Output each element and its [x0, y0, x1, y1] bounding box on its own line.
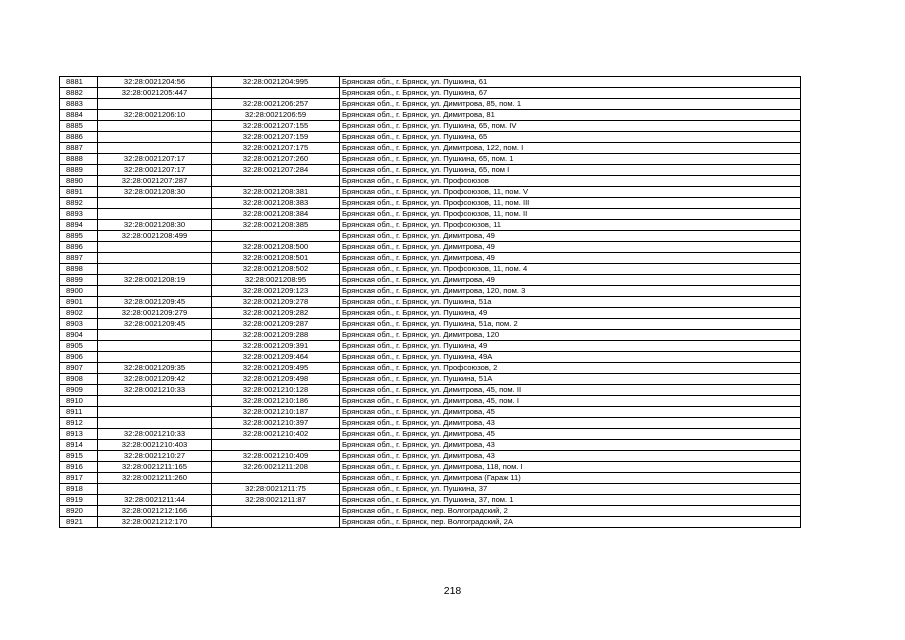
table-row [60, 352, 801, 363]
registry-table [59, 76, 801, 528]
table-row [60, 231, 801, 242]
row-number: 8904 [60, 330, 98, 341]
table-row [60, 462, 801, 473]
cadastral-number-land: 32:28:0021210:27 [98, 451, 212, 462]
table-row [60, 319, 801, 330]
table-row [60, 506, 801, 517]
cadastral-number-object: 32:28:0021208:381 [212, 187, 340, 198]
row-number: 8894 [60, 220, 98, 231]
row-number: 8921 [60, 517, 98, 528]
table-row [60, 121, 801, 132]
cadastral-number-land [98, 418, 212, 429]
table-row [60, 176, 801, 187]
address: Брянская обл., г. Брянск, ул. Пушкина, 65 [340, 132, 801, 143]
table-row [60, 396, 801, 407]
cadastral-number-object: 32:28:0021208:95 [212, 275, 340, 286]
address: Брянская обл., г. Брянск, ул. Димитрова, 43 [340, 418, 801, 429]
row-number: 8911 [60, 407, 98, 418]
cadastral-number-object: 32:28:0021204:995 [212, 77, 340, 88]
cadastral-number-land: 32:28:0021208:19 [98, 275, 212, 286]
row-number: 8893 [60, 209, 98, 220]
cadastral-number-object: 32:28:0021210:128 [212, 385, 340, 396]
address: Брянская обл., г. Брянск, пер. Волгоградский, 2А [340, 517, 801, 528]
cadastral-number-land [98, 143, 212, 154]
cadastral-number-object: 32:28:0021208:383 [212, 198, 340, 209]
cadastral-number-land [98, 121, 212, 132]
address: Брянская обл., г. Брянск, ул. Профсоюзов, 11, пом. II [340, 209, 801, 220]
cadastral-number-land: 32:28:0021210:33 [98, 385, 212, 396]
address: Брянская обл., г. Брянск, ул. Димитрова, 49 [340, 253, 801, 264]
cadastral-number-object: 32:28:0021210:397 [212, 418, 340, 429]
table-row [60, 77, 801, 88]
cadastral-number-object: 32:28:0021209:282 [212, 308, 340, 319]
table-row [60, 275, 801, 286]
cadastral-number-land [98, 264, 212, 275]
address: Брянская обл., г. Брянск, ул. Димитрова, 118, пом. I [340, 462, 801, 473]
cadastral-number-object [212, 517, 340, 528]
cadastral-number-land: 32:28:0021206:10 [98, 110, 212, 121]
table-row [60, 220, 801, 231]
cadastral-number-land [98, 286, 212, 297]
cadastral-number-land: 32:28:0021210:33 [98, 429, 212, 440]
address: Брянская обл., г. Брянск, ул. Димитрова, 45, пом. I [340, 396, 801, 407]
row-number: 8889 [60, 165, 98, 176]
cadastral-number-land: 32:28:0021212:166 [98, 506, 212, 517]
row-number: 8900 [60, 286, 98, 297]
table-row [60, 154, 801, 165]
address: Брянская обл., г. Брянск, ул. Димитрова, 85, пом. 1 [340, 99, 801, 110]
table-row [60, 473, 801, 484]
table-row [60, 407, 801, 418]
row-number: 8914 [60, 440, 98, 451]
cadastral-number-land: 32:28:0021209:279 [98, 308, 212, 319]
table-row [60, 165, 801, 176]
address: Брянская обл., г. Брянск, ул. Димитрова, 43 [340, 440, 801, 451]
address: Брянская обл., г. Брянск, ул. Димитрова, 122, пом. I [340, 143, 801, 154]
cadastral-number-object: 32:26:0021211:208 [212, 462, 340, 473]
table-row [60, 440, 801, 451]
row-number: 8885 [60, 121, 98, 132]
address: Брянская обл., г. Брянск, ул. Димитрова, 49 [340, 275, 801, 286]
cadastral-number-land: 32:28:0021211:44 [98, 495, 212, 506]
address: Брянская обл., г. Брянск, ул. Профсоюзов, 11, пом. 4 [340, 264, 801, 275]
cadastral-number-land: 32:28:0021211:165 [98, 462, 212, 473]
row-number: 8901 [60, 297, 98, 308]
page-number: 218 [443, 585, 462, 597]
row-number: 8918 [60, 484, 98, 495]
address: Брянская обл., г. Брянск, ул. Димитрова, 45, пом. II [340, 385, 801, 396]
cadastral-number-land: 32:28:0021208:30 [98, 187, 212, 198]
address: Брянская обл., г. Брянск, пер. Волгоградский, 2 [340, 506, 801, 517]
row-number: 8887 [60, 143, 98, 154]
row-number: 8920 [60, 506, 98, 517]
cadastral-number-object: 32:28:0021206:59 [212, 110, 340, 121]
address: Брянская обл., г. Брянск, ул. Димитрова (Гараж 11) [340, 473, 801, 484]
table-row [60, 297, 801, 308]
cadastral-number-object: 32:28:0021207:175 [212, 143, 340, 154]
cadastral-number-land [98, 253, 212, 264]
cadastral-number-land: 32:28:0021209:35 [98, 363, 212, 374]
row-number: 8908 [60, 374, 98, 385]
cadastral-number-object: 32:28:0021209:288 [212, 330, 340, 341]
table-row [60, 451, 801, 462]
cadastral-number-land: 32:28:0021208:499 [98, 231, 212, 242]
cadastral-number-land: 32:28:0021208:30 [98, 220, 212, 231]
cadastral-number-object: 32:28:0021209:495 [212, 363, 340, 374]
cadastral-number-land [98, 407, 212, 418]
row-number: 8907 [60, 363, 98, 374]
row-number: 8915 [60, 451, 98, 462]
cadastral-number-object: 32:28:0021210:402 [212, 429, 340, 440]
cadastral-number-object [212, 88, 340, 99]
table-row [60, 385, 801, 396]
address: Брянская обл., г. Брянск, ул. Пушкина, 65, пом. IV [340, 121, 801, 132]
cadastral-number-object: 32:28:0021209:464 [212, 352, 340, 363]
row-number: 8919 [60, 495, 98, 506]
address: Брянская обл., г. Брянск, ул. Димитрова, 120 [340, 330, 801, 341]
table-row [60, 99, 801, 110]
cadastral-number-object: 32:28:0021211:87 [212, 495, 340, 506]
row-number: 8910 [60, 396, 98, 407]
cadastral-number-object: 32:28:0021208:501 [212, 253, 340, 264]
row-number: 8912 [60, 418, 98, 429]
cadastral-number-object: 32:28:0021210:187 [212, 407, 340, 418]
address: Брянская обл., г. Брянск, ул. Димитрова, 120, пом. 3 [340, 286, 801, 297]
cadastral-number-land: 32:28:0021211:260 [98, 473, 212, 484]
table-row [60, 429, 801, 440]
cadastral-number-land [98, 209, 212, 220]
address: Брянская обл., г. Брянск, ул. Димитрова, 43 [340, 451, 801, 462]
row-number: 8882 [60, 88, 98, 99]
table-row [60, 330, 801, 341]
row-number: 8898 [60, 264, 98, 275]
address: Брянская обл., г. Брянск, ул. Пушкина, 51а, пом. 2 [340, 319, 801, 330]
table-row [60, 495, 801, 506]
cadastral-number-land [98, 132, 212, 143]
cadastral-number-land: 32:28:0021212:170 [98, 517, 212, 528]
row-number: 8913 [60, 429, 98, 440]
address: Брянская обл., г. Брянск, ул. Димитрова, 81 [340, 110, 801, 121]
cadastral-number-object [212, 473, 340, 484]
cadastral-number-object: 32:28:0021209:498 [212, 374, 340, 385]
cadastral-number-object: 32:28:0021209:123 [212, 286, 340, 297]
cadastral-number-land [98, 352, 212, 363]
cadastral-number-object: 32:28:0021207:260 [212, 154, 340, 165]
row-number: 8905 [60, 341, 98, 352]
address: Брянская обл., г. Брянск, ул. Димитрова, 49 [340, 231, 801, 242]
address: Брянская обл., г. Брянск, ул. Профсоюзов, 2 [340, 363, 801, 374]
cadastral-number-object: 32:28:0021211:75 [212, 484, 340, 495]
cadastral-number-object: 32:28:0021207:284 [212, 165, 340, 176]
row-number: 8902 [60, 308, 98, 319]
cadastral-number-object: 32:28:0021208:500 [212, 242, 340, 253]
cadastral-number-object [212, 440, 340, 451]
row-number: 8888 [60, 154, 98, 165]
table-row [60, 308, 801, 319]
row-number: 8892 [60, 198, 98, 209]
row-number: 8884 [60, 110, 98, 121]
table-row [60, 132, 801, 143]
address: Брянская обл., г. Брянск, ул. Пушкина, 67 [340, 88, 801, 99]
table-row [60, 363, 801, 374]
address: Брянская обл., г. Брянск, ул. Пушкина, 65, пом I [340, 165, 801, 176]
table-row [60, 187, 801, 198]
row-number: 8897 [60, 253, 98, 264]
address: Брянская обл., г. Брянск, ул. Димитрова, 45 [340, 429, 801, 440]
cadastral-number-object: 32:28:0021210:186 [212, 396, 340, 407]
row-number: 8891 [60, 187, 98, 198]
address: Брянская обл., г. Брянск, ул. Пушкина, 51а [340, 297, 801, 308]
cadastral-number-land [98, 198, 212, 209]
cadastral-number-object [212, 176, 340, 187]
cadastral-number-object [212, 506, 340, 517]
address: Брянская обл., г. Брянск, ул. Профсоюзов [340, 176, 801, 187]
address: Брянская обл., г. Брянск, ул. Димитрова, 49 [340, 242, 801, 253]
cadastral-number-land: 32:28:0021210:403 [98, 440, 212, 451]
cadastral-number-land [98, 330, 212, 341]
cadastral-number-object: 32:28:0021209:391 [212, 341, 340, 352]
cadastral-number-object: 32:28:0021209:287 [212, 319, 340, 330]
cadastral-number-land: 32:28:0021209:45 [98, 297, 212, 308]
cadastral-number-land: 32:28:0021209:42 [98, 374, 212, 385]
registry-table-body [60, 77, 801, 528]
row-number: 8896 [60, 242, 98, 253]
table-row [60, 253, 801, 264]
cadastral-number-object: 32:28:0021207:159 [212, 132, 340, 143]
table-row [60, 341, 801, 352]
address: Брянская обл., г. Брянск, ул. Пушкина, 49 [340, 341, 801, 352]
address: Брянская обл., г. Брянск, ул. Пушкина, 49А [340, 352, 801, 363]
cadastral-number-object: 32:28:0021206:257 [212, 99, 340, 110]
address: Брянская обл., г. Брянск, ул. Пушкина, 37 [340, 484, 801, 495]
address: Брянская обл., г. Брянск, ул. Профсоюзов, 11 [340, 220, 801, 231]
row-number: 8890 [60, 176, 98, 187]
table-row [60, 517, 801, 528]
row-number: 8883 [60, 99, 98, 110]
table-row [60, 143, 801, 154]
cadastral-number-land [98, 99, 212, 110]
row-number: 8916 [60, 462, 98, 473]
cadastral-number-land [98, 484, 212, 495]
cadastral-number-object: 32:28:0021208:384 [212, 209, 340, 220]
table-row [60, 88, 801, 99]
cadastral-number-land: 32:28:0021207:17 [98, 154, 212, 165]
cadastral-number-object: 32:28:0021208:502 [212, 264, 340, 275]
address: Брянская обл., г. Брянск, ул. Пушкина, 37, пом. 1 [340, 495, 801, 506]
cadastral-number-object: 32:28:0021208:385 [212, 220, 340, 231]
row-number: 8903 [60, 319, 98, 330]
row-number: 8909 [60, 385, 98, 396]
address: Брянская обл., г. Брянск, ул. Пушкина, 61 [340, 77, 801, 88]
row-number: 8917 [60, 473, 98, 484]
row-number: 8895 [60, 231, 98, 242]
row-number: 8899 [60, 275, 98, 286]
table-row [60, 198, 801, 209]
table-row [60, 264, 801, 275]
cadastral-number-object: 32:28:0021207:155 [212, 121, 340, 132]
table-row [60, 418, 801, 429]
cadastral-number-land [98, 396, 212, 407]
table-row [60, 242, 801, 253]
cadastral-number-object: 32:28:0021210:409 [212, 451, 340, 462]
address: Брянская обл., г. Брянск, ул. Пушкина, 65, пом. 1 [340, 154, 801, 165]
table-row [60, 374, 801, 385]
cadastral-number-land: 32:28:0021207:17 [98, 165, 212, 176]
cadastral-number-land: 32:28:0021209:45 [98, 319, 212, 330]
address: Брянская обл., г. Брянск, ул. Пушкина, 49 [340, 308, 801, 319]
row-number: 8881 [60, 77, 98, 88]
address: Брянская обл., г. Брянск, ул. Пушкина, 51А [340, 374, 801, 385]
table-row [60, 209, 801, 220]
cadastral-number-land [98, 341, 212, 352]
table-row [60, 286, 801, 297]
cadastral-number-land: 32:28:0021204:56 [98, 77, 212, 88]
table-row [60, 484, 801, 495]
table-row [60, 110, 801, 121]
address: Брянская обл., г. Брянск, ул. Профсоюзов, 11, пом. III [340, 198, 801, 209]
cadastral-number-land: 32:28:0021207:287 [98, 176, 212, 187]
row-number: 8886 [60, 132, 98, 143]
address: Брянская обл., г. Брянск, ул. Профсоюзов, 11, пом. V [340, 187, 801, 198]
cadastral-number-object: 32:28:0021209:278 [212, 297, 340, 308]
address: Брянская обл., г. Брянск, ул. Димитрова, 45 [340, 407, 801, 418]
cadastral-number-land [98, 242, 212, 253]
row-number: 8906 [60, 352, 98, 363]
cadastral-number-land: 32:28:0021205:447 [98, 88, 212, 99]
cadastral-number-object [212, 231, 340, 242]
